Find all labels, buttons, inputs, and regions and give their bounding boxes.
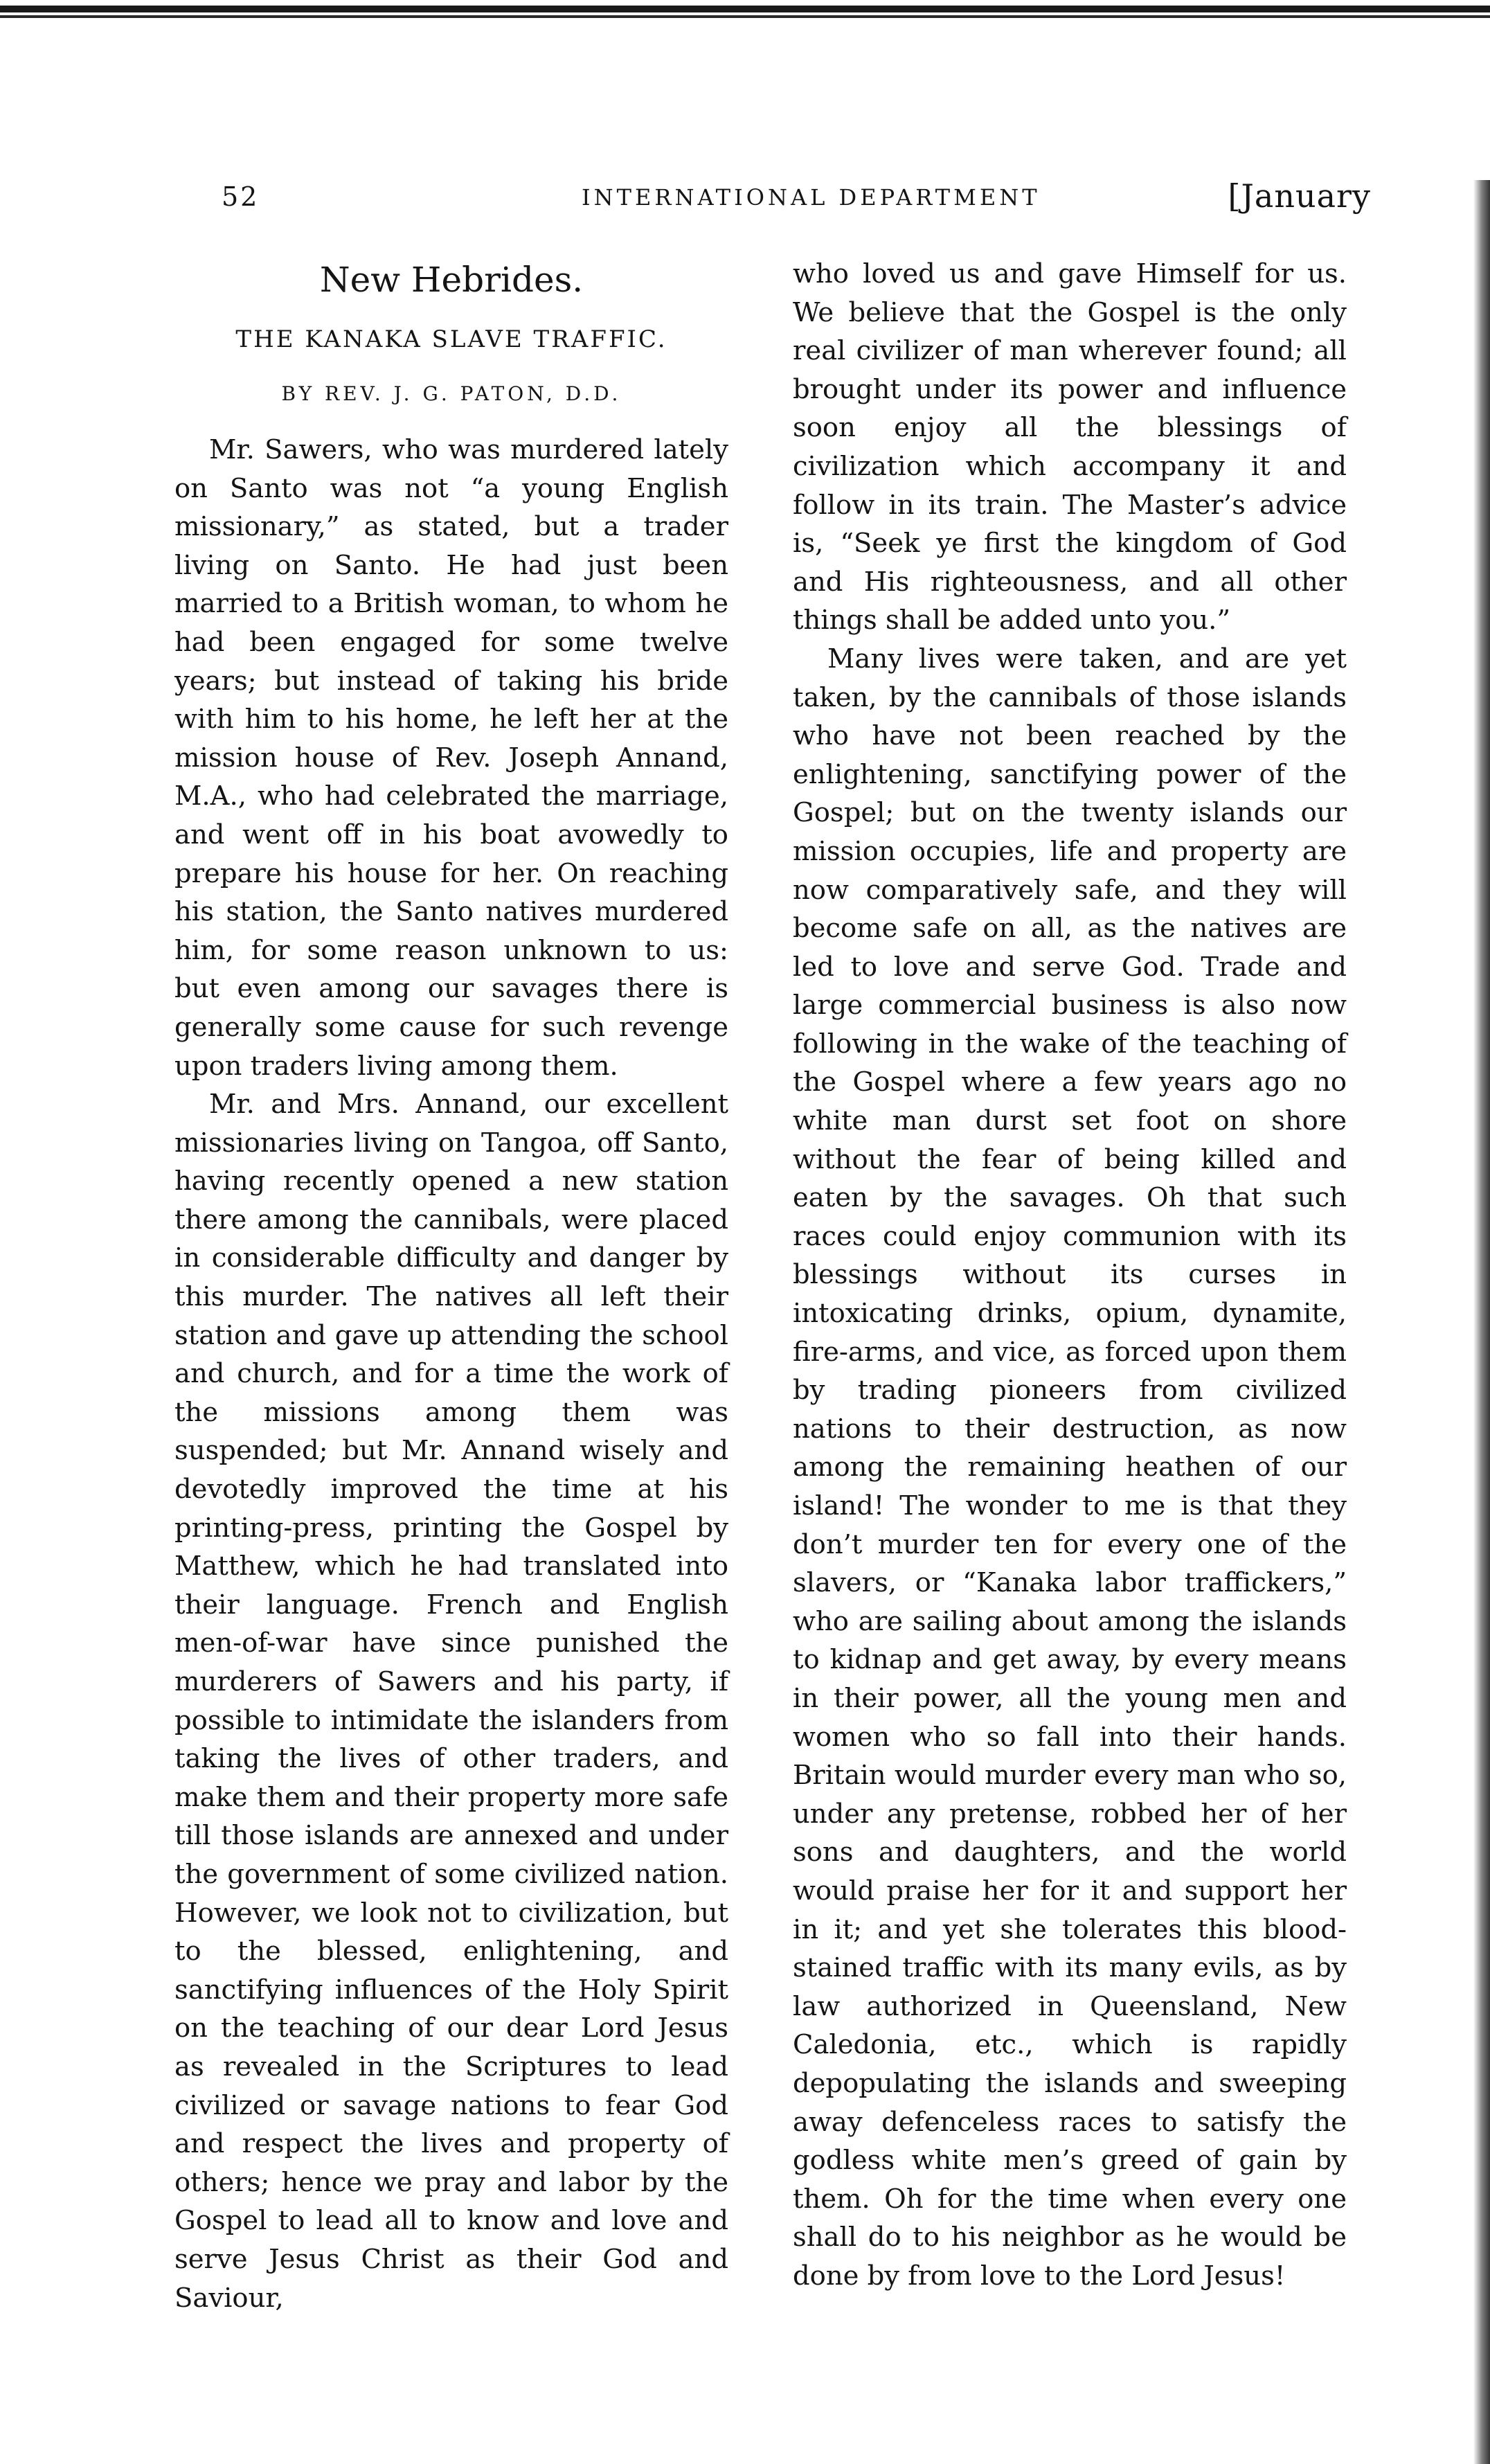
article-byline: BY REV. J. G. PATON, D.D.	[281, 382, 622, 405]
left-column	[174, 255, 728, 2317]
article-title: New Hebrides.	[319, 260, 584, 300]
issue-month: [January	[1228, 177, 1371, 215]
scan-right-edge-shadow	[1473, 180, 1490, 2464]
article-subtitle: THE KANAKA SLAVE TRAFFIC.	[235, 325, 667, 353]
scan-top-border	[0, 6, 1490, 12]
paragraph: Mr. and Mrs. Annand, our excellent missionaries living on Tangoa, off Santo, having recently opened a new station there among the cannibals, were placed in considerable difficulty and danger by this murder. The natives all left their station and gave up attending the school and church, and for a time the work of the missions among them was suspended; but Mr. Annand wisely and devotedly improved the time at his printing-press, printing the Gospel by Matthew, which he had translated into their language. French and English men-of-war have since punished the murderers of Sawers and his party, if possible to intimidate the islanders from taking the lives of other traders, and make them and their property more safe till those islands are annexed and under the government of some civilized nation. However, we look not to civilization, but to the blessed, enlightening, and sanctifying influences of the Holy Spirit on the teaching of our dear Lord Jesus as revealed in the Scriptures to lead civilized or savage nations to fear God and respect the lives and property of others; hence we pray and labor by the Gospel to lead all to know and love and serve Jesus Christ as their God and Saviour,	[174, 1089, 728, 2314]
section-title: INTERNATIONAL DEPARTMENT	[582, 184, 1041, 211]
page-number: 52	[222, 181, 260, 212]
paragraph: Mr. Sawers, who was murdered lately on Santo was not “a young English missionary,” as stated, but a trader living on Santo. He had just been married to a British woman, to whom he had been engaged for some twelve years; but instead of taking his bride with him to his home, he left her at the mission house of Rev. Joseph Annand, M.A., who had celebrated the marriage, and went off in his boat avowedly to prepare his house for her. On reaching his station, the Santo natives murdered him, for some reason unknown to us: but even among our savages there is generally some cause for such revenge upon traders living among them.	[174, 434, 728, 1082]
paragraph: Many lives were taken, and are yet taken, by the cannibals of those islands who have not been reached by the enlightening, sanctifying power of the Gospel; but on the twenty islands our mission occupies, life and property are now comparatively safe, and they will become safe on all, as the natives are led to love and serve God. Trade and large commercial business is also now following in the wake of the teaching of the Gospel where a few years ago no white man durst set foot on shore without the fear of being killed and eaten by the savages. Oh that such races could enjoy communion with its blessings without its curses in intoxicating drinks, opium, dynamite, fire-arms, and vice, as forced upon them by trading pioneers from civilized nations to their destruction, as now among the remaining heathen of our island! The wonder to me is that they don’t murder ten for every one of the slavers, or “Kanaka labor traffickers,” who are sailing about among the islands to kidnap and get away, by every means in their power, all the young men and women who so fall into their hands. Britain would murder every man who so, under any pretense, robbed her of her sons and daughters, and the world would praise her for it and support her in it; and yet she tolerates this blood-stained traffic with its many evils, as by law authorized in Queensland, New Caledonia, etc., which is rapidly depopulating the islands and sweeping away defenceless races to satisfy the godless white men’s greed of gain by them. Oh for the time when every one shall do to his neighbor as he would be done by from love to the Lord Jesus!	[793, 643, 1347, 2292]
paragraph: who loved us and gave Himself for us. We believe that the Gospel is the only real civilizer of man wherever found; all brought under its power and influence soon enjoy all the blessings of civilization which accompany it and follow in its train. The Master’s advice is, “Seek ye first the kingdom of God and His righteousness, and all other things shall be added unto you.”	[793, 258, 1347, 636]
running-head	[222, 177, 1371, 230]
scan-top-border-thin	[0, 15, 1490, 18]
right-column	[793, 255, 1347, 2295]
